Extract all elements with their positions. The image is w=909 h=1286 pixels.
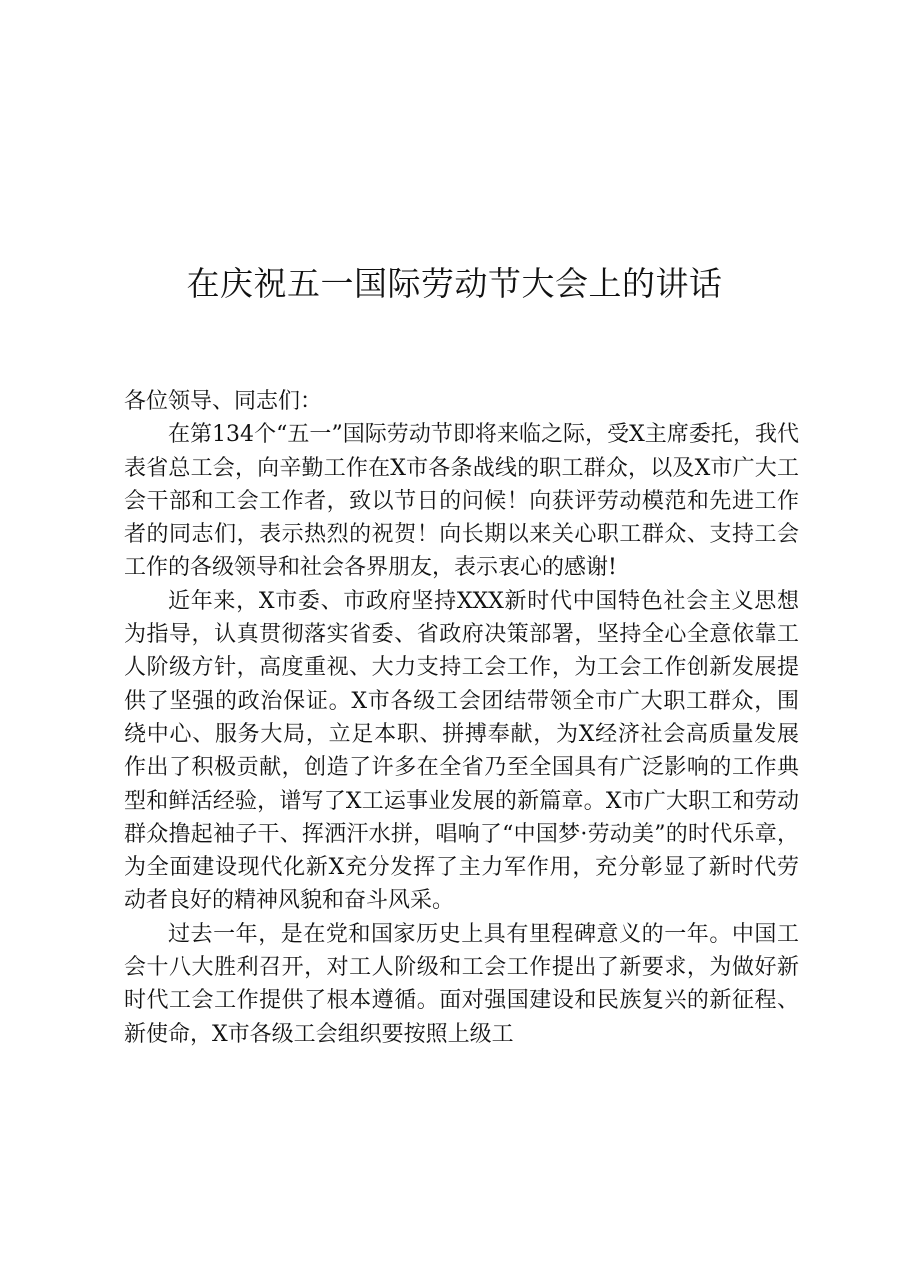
document-body xyxy=(124,385,799,1051)
paragraph-1: 在第134个“五一”国际劳动节即将来临之际，受X主席委托，我代表省总工会，向辛勤工作在X市各条战线的职工群众，以及X市广大工会干部和工会工作者，致以节日的问候！向获评劳动模范和先进工作者的同志们，表示热烈的祝贺！向长期以来关心职工群众、支持工会工作的各级领导和社会各界朋友，表示衷心的感谢! xyxy=(124,422,799,581)
document-title: 在庆祝五一国际劳动节大会上的讲话 xyxy=(186,264,723,303)
salutation: 各位领导、同志们： xyxy=(124,389,323,414)
paragraph-2: 近年来，X市委、市政府坚持XXX新时代中国特色社会主义思想为指导，认真贯彻落实省委、省政府决策部署，坚持全心全意依靠工人阶级方针，高度重视、大力支持工会工作，为工会工作创新发展提供了坚强的政治保证。X市各级工会团结带领全市广大职工群众，围绕中心、服务大局，立足本职、拼搏奉献，为X经济社会高质量发展作出了积极贡献，创造了许多在全省乃至全国具有广泛影响的工作典型和鲜活经验，谱写了X工运事业发展的新篇章。X市广大职工和劳动群众撸起袖子干、挥洒汗水拼，唱响了“中国梦·劳动美”的时代乐章，为全面建设现代化新X充分发挥了主力军作用，充分彰显了新时代劳动者良好的精神风貌和奋斗风采。 xyxy=(124,588,799,914)
paragraph-3: 过去一年，是在党和国家历史上具有里程碑意义的一年。中国工会十八大胜利召开，对工人阶级和工会工作提出了新要求，为做好新时代工会工作提供了根本遵循。面对强国建设和民族复兴的新征程、新使命，X市各级工会组织要按照上级工 xyxy=(124,921,799,1047)
